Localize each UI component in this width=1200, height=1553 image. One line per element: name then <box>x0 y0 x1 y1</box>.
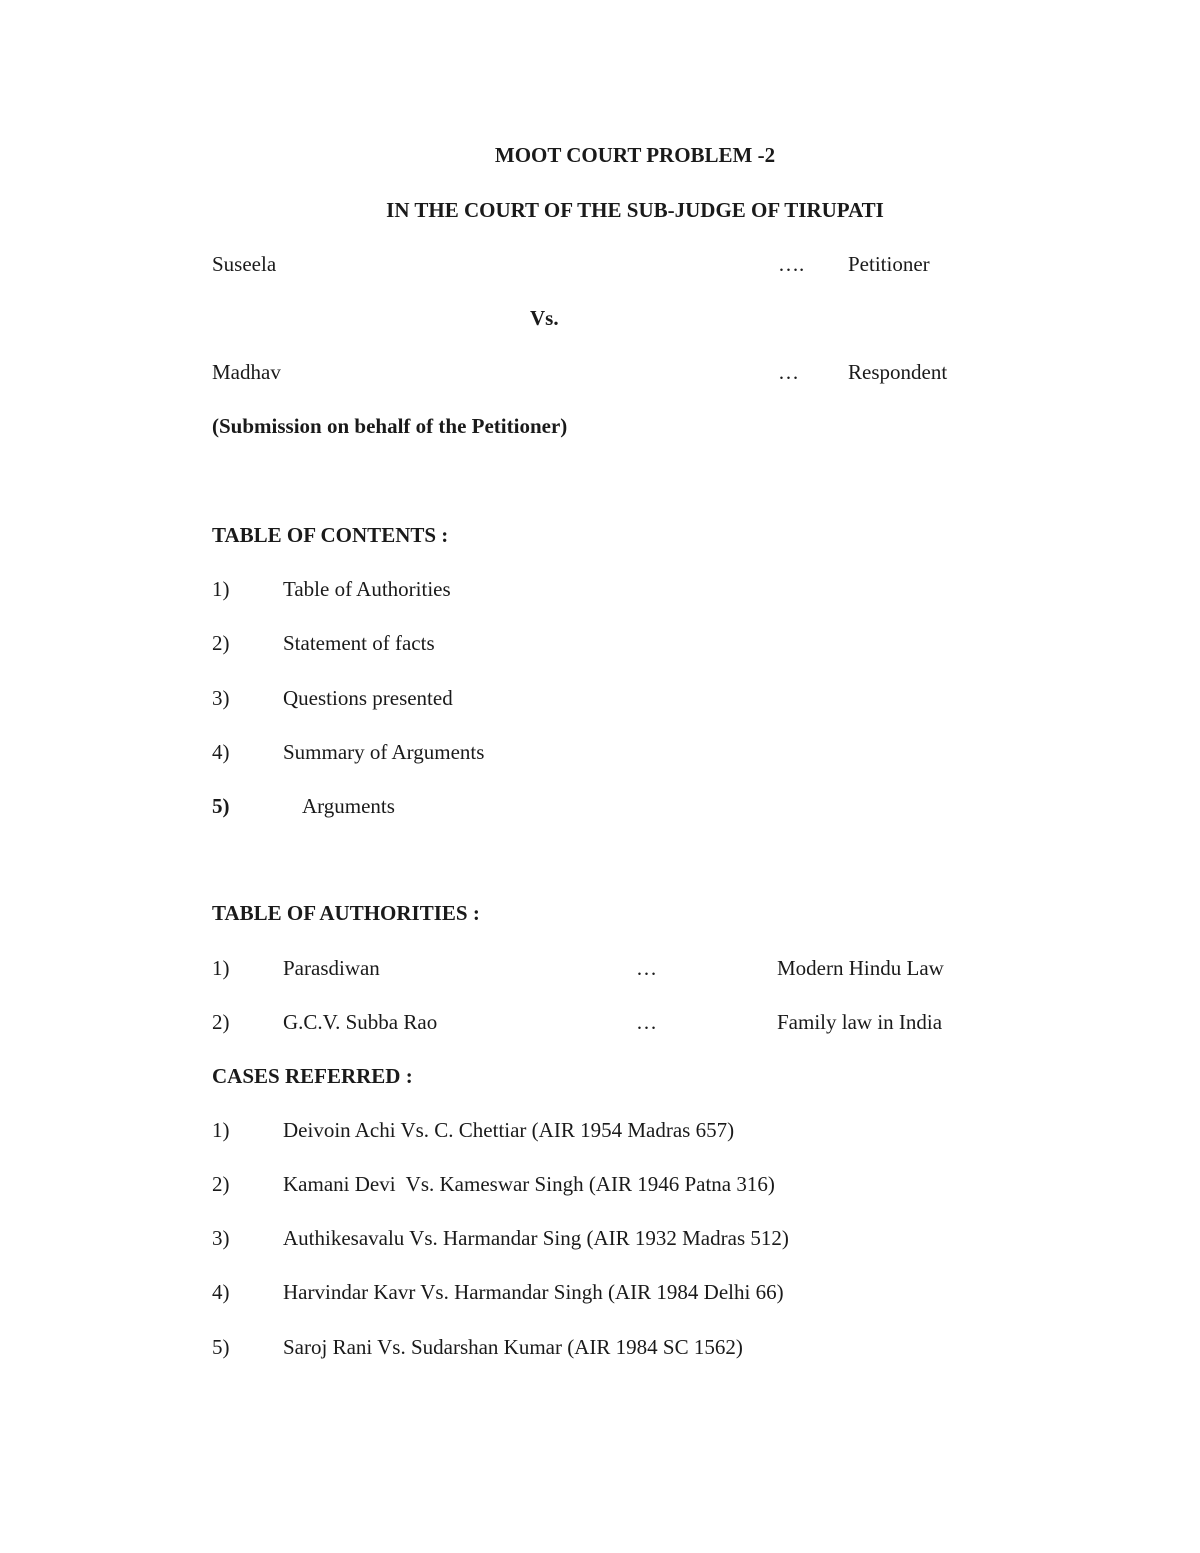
submission-note: (Submission on behalf of the Petitioner) <box>212 414 568 438</box>
contents-item-text: Statement of facts <box>283 631 435 655</box>
case-citation: Authikesavalu Vs. Harmandar Sing (AIR 1932 Madras 512) <box>283 1226 789 1250</box>
authority-dots: … <box>636 956 657 980</box>
contents-item-number: 5) <box>212 794 230 818</box>
case-number: 5) <box>212 1335 230 1359</box>
petitioner-role: Petitioner <box>848 252 930 276</box>
petitioner-dots: …. <box>778 252 805 276</box>
versus-label: Vs. <box>530 306 559 330</box>
case-citation: Deivoin Achi Vs. C. Chettiar (AIR 1954 Madras 657) <box>283 1118 735 1142</box>
authority-author: G.C.V. Subba Rao <box>283 1010 438 1034</box>
case-number: 4) <box>212 1280 230 1304</box>
case-number: 3) <box>212 1226 230 1250</box>
contents-item-text: Summary of Arguments <box>283 740 485 764</box>
contents-item-number: 4) <box>212 740 230 764</box>
respondent-dots: … <box>778 360 799 384</box>
court-heading: IN THE COURT OF THE SUB-JUDGE OF TIRUPATI <box>386 198 884 222</box>
authorities-heading: TABLE OF AUTHORITIES : <box>212 901 480 925</box>
authority-number: 2) <box>212 1010 230 1034</box>
case-citation: Kamani Devi Vs. Kameswar Singh (AIR 1946 Patna 316) <box>283 1172 775 1196</box>
case-number: 2) <box>212 1172 230 1196</box>
petitioner-name: Suseela <box>212 252 277 276</box>
authority-book: Family law in India <box>777 1010 943 1034</box>
respondent-name: Madhav <box>212 360 281 384</box>
authority-book: Modern Hindu Law <box>777 956 944 980</box>
contents-item-number: 2) <box>212 631 230 655</box>
authority-author: Parasdiwan <box>283 956 380 980</box>
case-number: 1) <box>212 1118 230 1142</box>
case-citation: Harvindar Kavr Vs. Harmandar Singh (AIR 1984 Delhi 66) <box>283 1280 784 1304</box>
document-title: MOOT COURT PROBLEM -2 <box>494 143 776 167</box>
contents-item-text: Questions presented <box>283 686 453 710</box>
authority-dots: … <box>636 1010 657 1034</box>
contents-item-number: 1) <box>212 577 230 601</box>
cases-heading: CASES REFERRED : <box>212 1064 413 1088</box>
contents-item-text: Arguments <box>302 794 395 818</box>
contents-item-text: Table of Authorities <box>283 577 451 601</box>
contents-item-number: 3) <box>212 686 230 710</box>
authority-number: 1) <box>212 956 230 980</box>
respondent-role: Respondent <box>848 360 948 384</box>
contents-heading: TABLE OF CONTENTS : <box>212 523 449 547</box>
case-citation: Saroj Rani Vs. Sudarshan Kumar (AIR 1984 SC 1562) <box>283 1335 743 1359</box>
